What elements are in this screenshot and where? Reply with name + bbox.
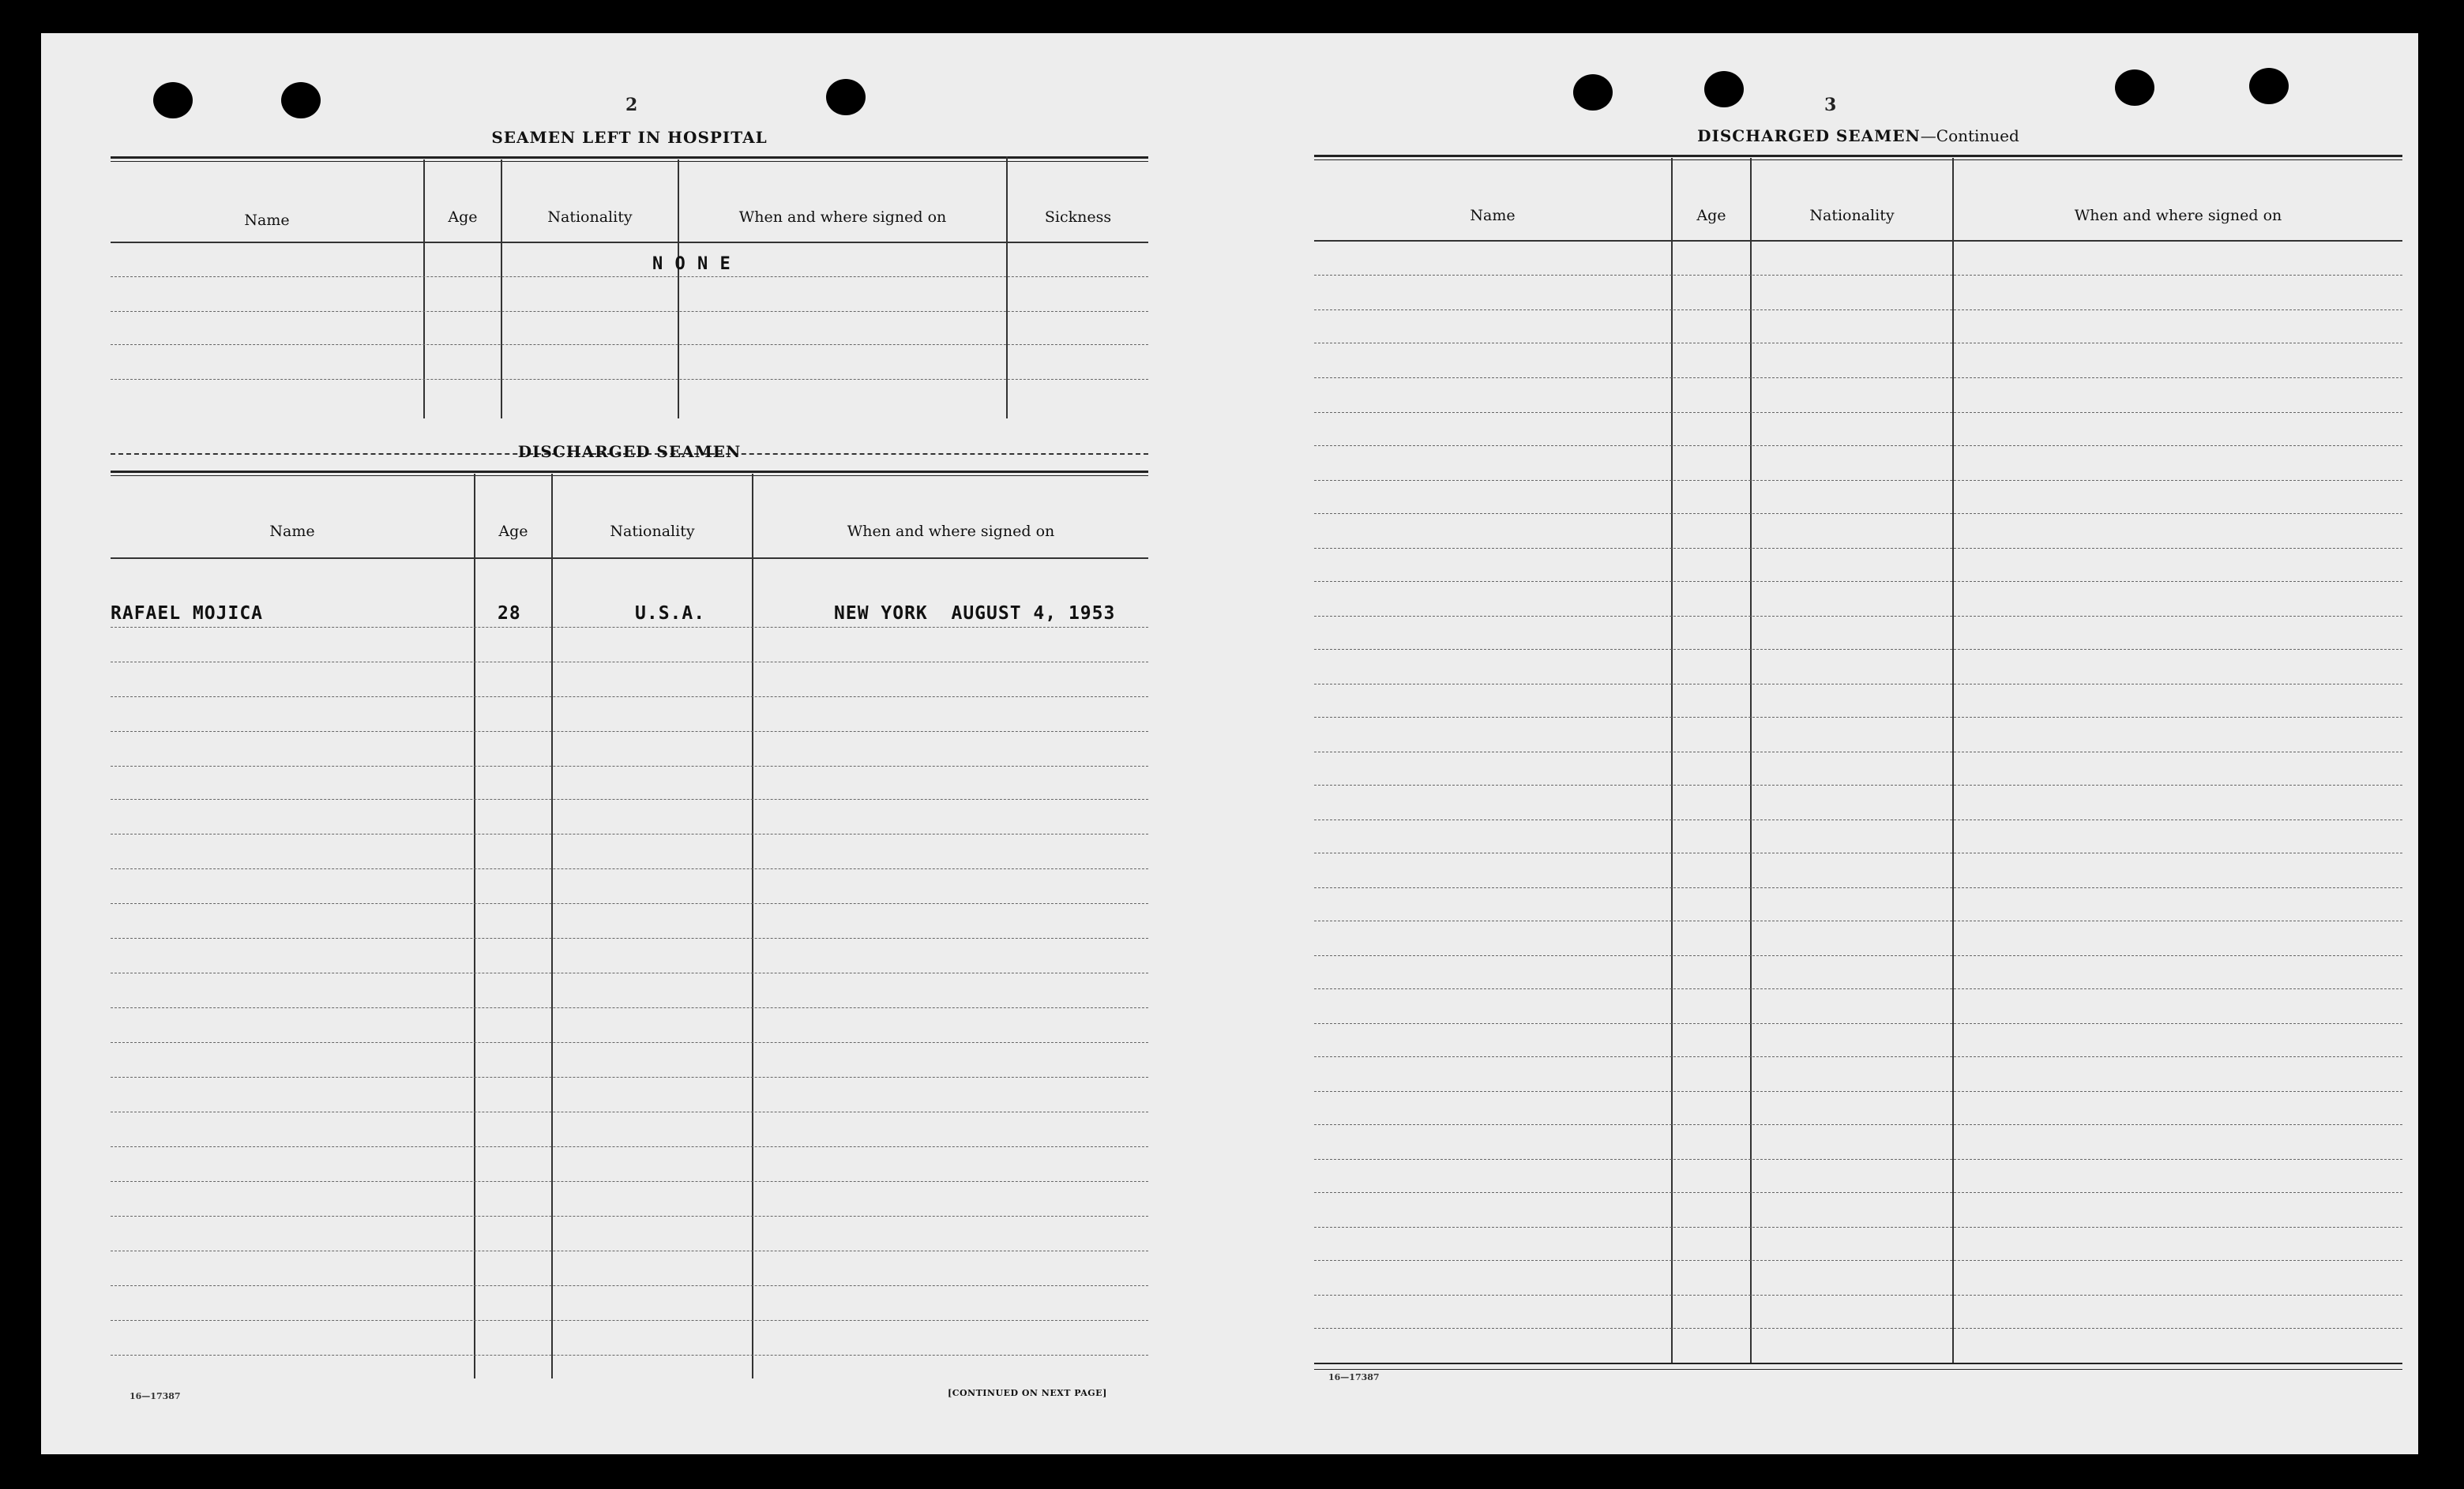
hospital-section-title: SEAMEN LEFT IN HOSPITAL (491, 128, 768, 147)
discharged-continued-table (1314, 155, 2402, 1399)
discharged-section-title: DISCHARGED SEAMEN (517, 442, 742, 461)
col-header-age: Age (498, 523, 528, 540)
form-number-right: 16—17387 (1328, 1372, 1380, 1382)
hospital-table (111, 156, 1148, 455)
discharged-continued-title-main: DISCHARGED SEAMEN (1697, 126, 1921, 145)
hospital-none-entry: N O N E (652, 254, 731, 274)
col-header-sickness: Sickness (1044, 208, 1112, 226)
col-header-nationality: Nationality (1809, 207, 1895, 224)
col-header-name: Name (244, 212, 290, 229)
seaman-age: 28 (498, 603, 521, 624)
page-number-right: 3 (1824, 95, 1837, 115)
col-header-signed-on: When and where signed on (738, 208, 947, 226)
discharged-table (111, 471, 1148, 1378)
punch-hole (281, 82, 321, 118)
seaman-signed-on: NEW YORK AUGUST 4, 1953 (834, 603, 1116, 624)
col-header-name: Name (269, 523, 315, 540)
col-header-age: Age (1696, 207, 1726, 224)
seaman-nationality: U.S.A. (635, 603, 706, 624)
continued-on-next-page: [CONTINUED ON NEXT PAGE] (948, 1388, 1107, 1398)
page-number-left: 2 (625, 95, 638, 115)
punch-hole (1704, 71, 1744, 107)
col-header-name: Name (1470, 207, 1516, 224)
col-header-age: Age (448, 208, 478, 226)
punch-hole (826, 79, 866, 115)
form-number-left: 16—17387 (130, 1391, 181, 1401)
document-sheet (41, 33, 2418, 1454)
col-header-signed-on: When and where signed on (847, 523, 1055, 540)
punch-hole (2115, 69, 2154, 106)
punch-hole (153, 82, 193, 118)
col-header-signed-on: When and where signed on (2074, 207, 2282, 224)
punch-hole (2249, 68, 2289, 104)
col-header-nationality: Nationality (610, 523, 695, 540)
discharged-continued-title (1314, 126, 2402, 145)
seaman-name: RAFAEL MOJICA (111, 603, 264, 624)
col-header-nationality: Nationality (547, 208, 633, 226)
discharged-continued-title-suffix: —Continued (1920, 126, 2019, 145)
punch-hole (1573, 74, 1613, 111)
